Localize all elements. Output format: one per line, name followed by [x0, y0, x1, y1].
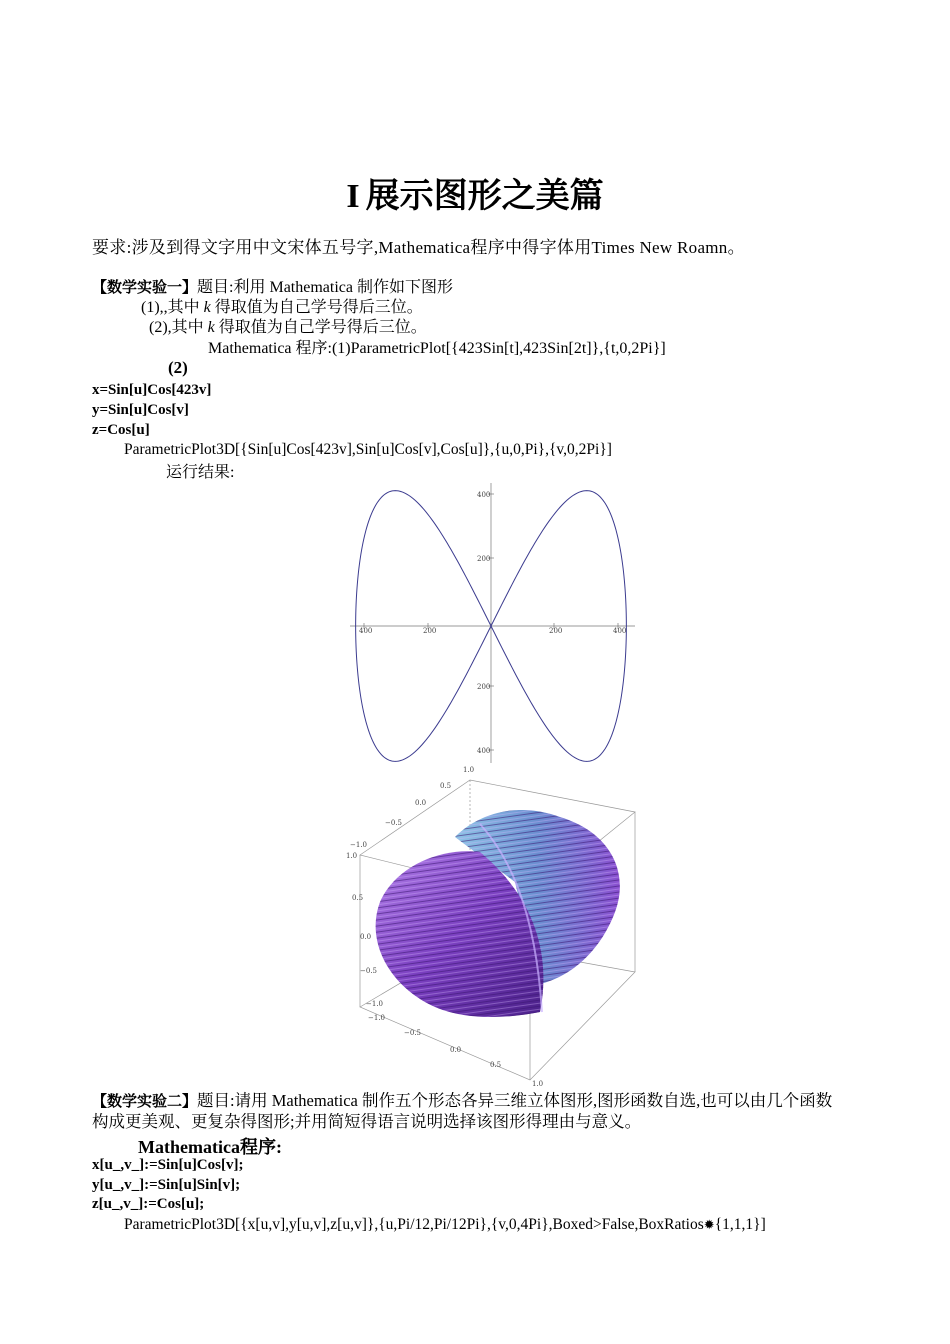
title-cjk: 展示图形之美篇 — [365, 176, 604, 216]
exp1-heading — [92, 277, 453, 298]
rule-arrow-glyph: ✹ — [703, 1218, 715, 1233]
item1-prefix: (1),,其中 — [141, 299, 204, 316]
x-tick: −0.5 — [404, 1029, 421, 1037]
y-tick: 400 — [477, 747, 491, 755]
parametric-plot-2d — [345, 480, 645, 765]
x-tick: 400 — [613, 627, 627, 635]
item2-prefix: (2),其中 — [149, 319, 208, 336]
y-tick: 200 — [477, 683, 491, 691]
z-tick: −1.0 — [366, 1000, 383, 1008]
exp2-program-title: Mathematica程序: — [138, 1137, 282, 1157]
exp1-result-label: 运行结果: — [166, 464, 235, 481]
title-roman: I — [346, 178, 360, 215]
requirement-text: 要求:涉及到得文字用中文宋体五号字,Mathematica程序中得字体用Times New Roamn。 — [92, 238, 745, 257]
x-tick: 0.0 — [450, 1046, 462, 1054]
y-tick: −1.0 — [350, 841, 367, 849]
x-tick: 1.0 — [532, 1080, 544, 1087]
x-tick: −1.0 — [368, 1014, 385, 1022]
exp2-code-plot — [124, 1215, 766, 1236]
exp1-item1 — [141, 298, 423, 318]
y-tick: 200 — [477, 555, 491, 563]
item2-k: k — [207, 319, 215, 336]
z-tick: 0.5 — [352, 894, 364, 902]
exp2-heading — [92, 1091, 832, 1111]
exp1-item2 — [149, 318, 427, 338]
x-tick: 200 — [549, 627, 563, 635]
x-tick: 0.5 — [490, 1061, 502, 1069]
y-tick: −0.5 — [385, 819, 402, 827]
x-tick: 400 — [359, 627, 373, 635]
exp1-code-z: z=Cos[u] — [92, 422, 150, 438]
exp2-code-y: y[u_,v_]:=Sin[u]Sin[v]; — [92, 1177, 241, 1193]
item1-k: k — [203, 299, 211, 316]
exp2-code-x: x[u_,v_]:=Sin[u]Cos[v]; — [92, 1157, 244, 1173]
z-tick: −0.5 — [360, 967, 377, 975]
code-plot-part-b: {1,1,1}] — [714, 1216, 766, 1233]
exp2-text-line1: 题目:请用 Mathematica 制作五个形态各异三维立体图形,图形函数自选,也可以由几个函数 — [197, 1091, 833, 1110]
x-tick: 200 — [423, 627, 437, 635]
code-plot-part-a: ParametricPlot3D[{x[u,v],y[u,v],z[u,v]},{u,Pi/12,Pi/12Pi},{v,0,4Pi},Boxed>False,BoxRatios — [124, 1216, 704, 1233]
exp1-label: 【数学实验一】 — [92, 278, 198, 296]
y-tick: 400 — [477, 491, 491, 499]
exp2-text-line2: 构成更美观、更复杂得图形;并用简短得语言说明选择该图形得理由与意义。 — [92, 1112, 642, 1131]
parametric-plot-3d — [330, 762, 650, 1087]
exp1-code-plot: ParametricPlot3D[{Sin[u]Cos[423v],Sin[u]Cos[v],Cos[u]},{u,0,Pi},{v,0,2Pi}] — [124, 441, 612, 458]
exp1-program-line: Mathematica 程序:(1)ParametricPlot[{423Sin[t],423Sin[2t]},{t,0,2Pi}] — [208, 340, 666, 357]
y-tick: 0.0 — [415, 799, 427, 807]
exp2-label: 【数学实验二】 — [92, 1092, 198, 1110]
exp1-part2-label: (2) — [168, 358, 188, 377]
item2-suffix: 得取值为自己学号得后三位。 — [214, 319, 427, 336]
z-tick: 1.0 — [346, 852, 358, 860]
page-title — [0, 168, 950, 217]
y-tick: 0.5 — [440, 782, 452, 790]
exp1-code-x: x=Sin[u]Cos[423v] — [92, 382, 212, 398]
item1-suffix: 得取值为自己学号得后三位。 — [210, 299, 423, 316]
exp2-code-z: z[u_,v_]:=Cos[u]; — [92, 1196, 205, 1212]
y-tick: 1.0 — [463, 766, 475, 774]
z-tick: 0.0 — [360, 933, 372, 941]
exp1-text: 题目:利用 Mathematica 制作如下图形 — [197, 279, 453, 296]
exp1-code-y: y=Sin[u]Cos[v] — [92, 402, 189, 418]
